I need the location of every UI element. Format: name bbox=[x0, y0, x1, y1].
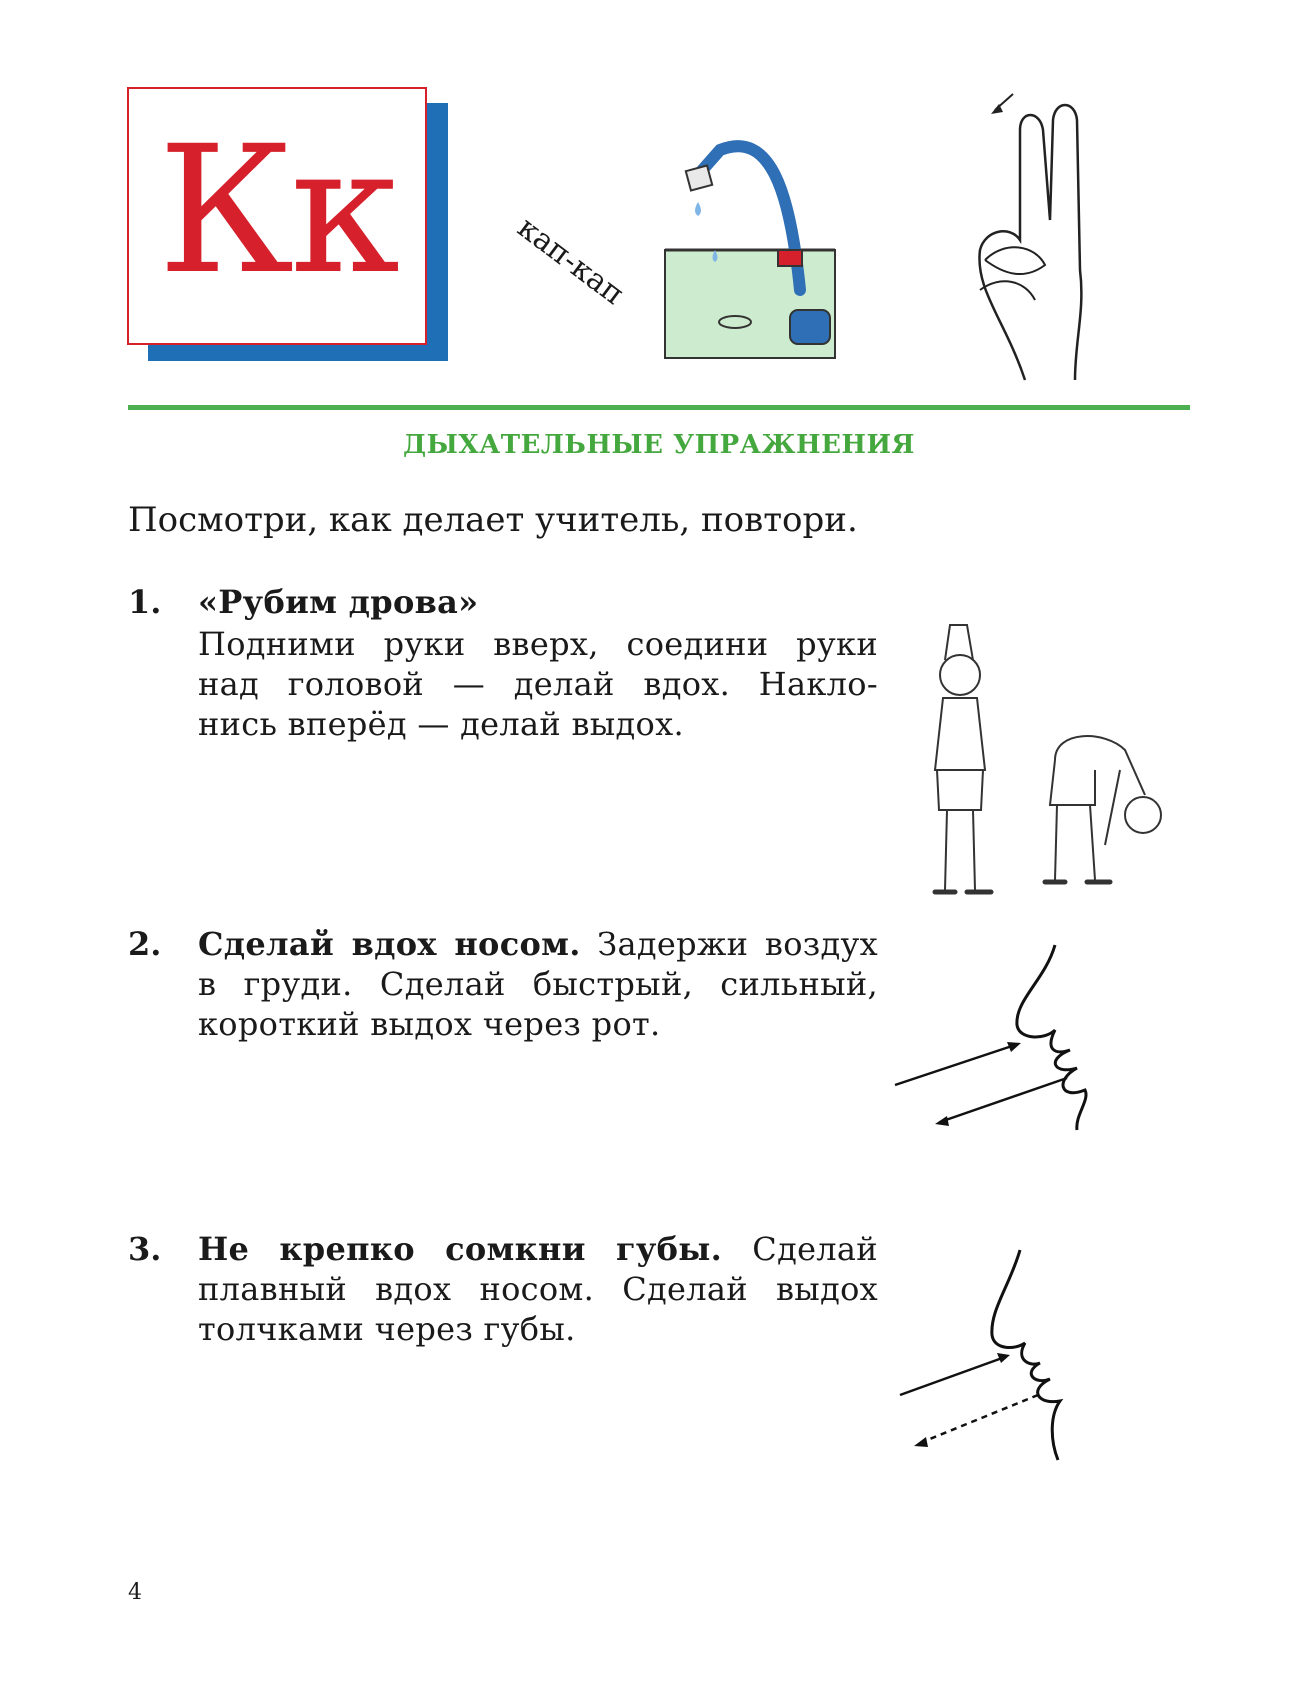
face-profile-breathing-illustration bbox=[895, 940, 1125, 1140]
bent-child-shorts bbox=[1050, 760, 1095, 805]
section-divider bbox=[128, 405, 1190, 410]
arrow-head-icon bbox=[1007, 1042, 1021, 1052]
face-profile-lips-illustration bbox=[900, 1245, 1100, 1465]
child-shorts bbox=[937, 770, 983, 810]
exercise-bold-word: Не bbox=[198, 1230, 250, 1268]
water-drop-icon bbox=[695, 202, 701, 216]
hand-outline bbox=[979, 105, 1081, 380]
instruction-text: Посмотри, как делает учитель, повтори. bbox=[128, 500, 858, 540]
exercise-text-rest: Сделай bbox=[752, 1230, 878, 1268]
exhale-arrow bbox=[940, 1078, 1067, 1122]
soap-dish bbox=[790, 310, 830, 344]
exercise-title: «Рубим дрова» bbox=[198, 583, 479, 621]
section-heading: ДЫХАТЕЛЬНЫЕ УПРАЖНЕНИЯ bbox=[403, 430, 915, 460]
exercise-text-line: толчками через губы. bbox=[198, 1310, 576, 1348]
exercise-text-line: Подними руки вверх, соедини руки bbox=[198, 625, 878, 663]
exercise-number: 1. bbox=[128, 583, 162, 621]
chopping-wood-exercise-illustration bbox=[905, 620, 1175, 910]
exercise-number: 3. bbox=[128, 1230, 162, 1268]
hand-sign-illustration bbox=[965, 90, 1135, 390]
child-head bbox=[940, 655, 980, 695]
bent-child-head bbox=[1125, 797, 1161, 833]
inhale-arrow bbox=[895, 1045, 1015, 1085]
exercise-text-line: над головой — делай вдох. Накло- bbox=[198, 665, 878, 703]
faucet-nozzle bbox=[686, 165, 712, 190]
page-number: 4 bbox=[128, 1580, 142, 1605]
sound-label: кап-кап bbox=[510, 210, 631, 313]
exercise-bold-word: губы. bbox=[615, 1230, 723, 1268]
exercise-bold-lead: Сделай вдох носом. bbox=[198, 925, 581, 963]
exercise-number: 2. bbox=[128, 925, 162, 963]
arrow-head-icon bbox=[914, 1437, 928, 1447]
exercise-text-line: в груди. Сделай быстрый, сильный, bbox=[198, 965, 878, 1003]
face-profile-outline bbox=[1017, 945, 1086, 1130]
child-shirt bbox=[935, 698, 985, 770]
exercise-bold-word: крепко bbox=[279, 1230, 415, 1268]
letter-glyph: Кк bbox=[157, 108, 397, 313]
exercise-text-line: плавный вдох носом. Сделай выдох bbox=[198, 1270, 878, 1308]
exercise-text-line: короткий выдох через рот. bbox=[198, 1005, 661, 1043]
letter-card bbox=[127, 87, 427, 345]
arrow-head-icon bbox=[935, 1116, 949, 1126]
exercise-text-rest: Задержи воздух bbox=[580, 925, 879, 963]
exercise-text-line: нись вперёд — делай выдох. bbox=[198, 705, 684, 743]
exercise-text-line bbox=[198, 1230, 878, 1268]
dripping-faucet-illustration bbox=[660, 130, 840, 360]
inhale-arrow bbox=[900, 1357, 1005, 1395]
child-legs bbox=[945, 810, 975, 890]
faucet-handle bbox=[778, 250, 802, 266]
exercise-text-line bbox=[198, 925, 878, 963]
exercise-bold-word: сомкни bbox=[445, 1230, 586, 1268]
thumb-outline bbox=[985, 247, 1045, 274]
exhale-dashed-arrow bbox=[920, 1395, 1038, 1443]
